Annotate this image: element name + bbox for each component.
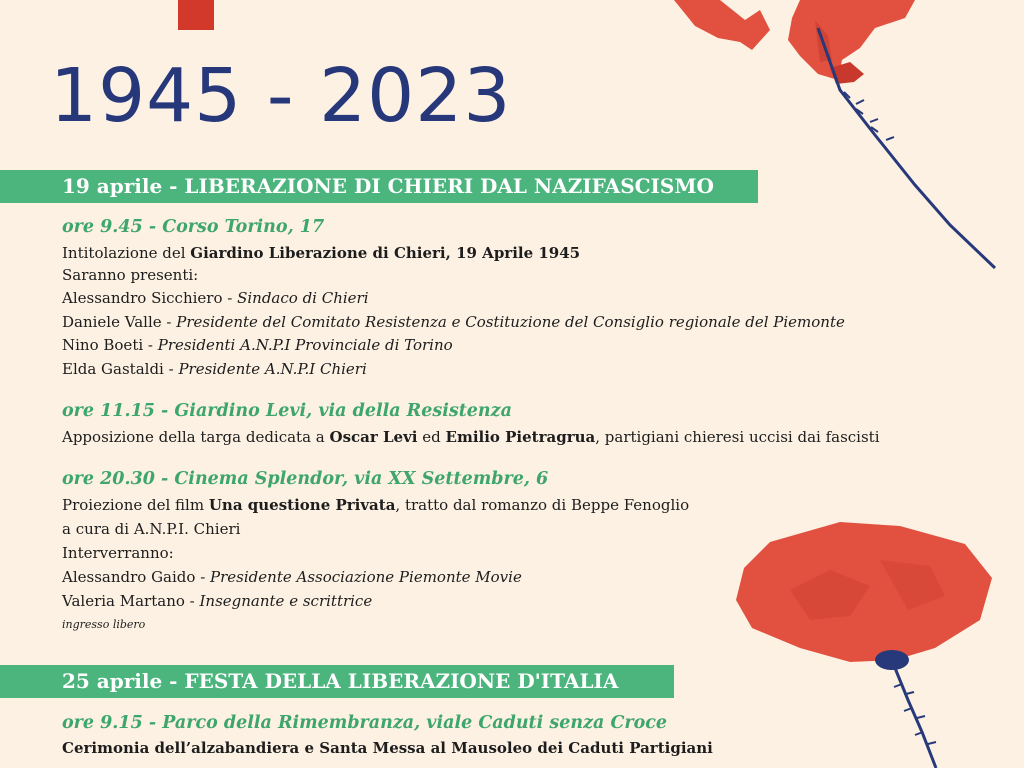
event-heading: ore 11.15 - Giardino Levi, via della Resistenza — [62, 401, 512, 421]
poppy-flower-bottom-icon — [730, 520, 1024, 768]
person-line: Alessandro Sicchiero - Sindaco di Chieri — [62, 289, 369, 307]
event-heading: ore 20.30 - Cinema Splendor, via XX Settembre, 6 — [62, 469, 549, 489]
person-line: Daniele Valle - Presidente del Comitato Resistenza e Costituzione del Consiglio regionale del Piemonte — [62, 313, 845, 331]
event-intro: Intitolazione del Giardino Liberazione di Chieri, 19 Aprile 1945 — [62, 244, 581, 262]
person-line: Alessandro Gaido - Presidente Associazione Piemonte Movie — [62, 568, 522, 586]
title-fragment — [178, 0, 214, 30]
ceremony-line: Cerimonia dell’alzabandiera e Santa Messa al Mausoleo dei Caduti Partigiani — [62, 739, 713, 757]
person-line: Elda Gastaldi - Presidente A.N.P.I Chieri — [62, 360, 367, 378]
years-title: 1945 - 2023 — [50, 53, 512, 139]
person-line: Valeria Martano - Insegnante e scrittrice — [62, 592, 373, 610]
person-line: Nino Boeti - Presidenti A.N.P.I Provinciale di Torino — [62, 336, 453, 354]
curated-by: a cura di A.N.P.I. Chieri — [62, 520, 241, 538]
section-banner-25-aprile: 25 aprile - FESTA DELLA LIBERAZIONE D'ITALIA — [0, 665, 674, 698]
section-banner-19-aprile: 19 aprile - LIBERAZIONE DI CHIERI DAL NAZIFASCISMO — [0, 170, 758, 203]
event-description: Apposizione della targa dedicata a Oscar Levi ed Emilio Pietragrua, partigiani chieresi uccisi dai fascisti — [62, 428, 880, 446]
speakers-label: Interverranno: — [62, 544, 174, 562]
free-entry-note: ingresso libero — [62, 618, 146, 631]
event-heading: ore 9.15 - Parco della Rimembranza, viale Caduti senza Croce — [62, 713, 668, 733]
event-description: Proiezione del film Una questione Privata, tratto dal romanzo di Beppe Fenoglio — [62, 496, 690, 514]
present-label: Saranno presenti: — [62, 266, 199, 284]
poppy-flower-top-icon — [660, 0, 1024, 280]
event-heading: ore 9.45 - Corso Torino, 17 — [62, 217, 325, 237]
